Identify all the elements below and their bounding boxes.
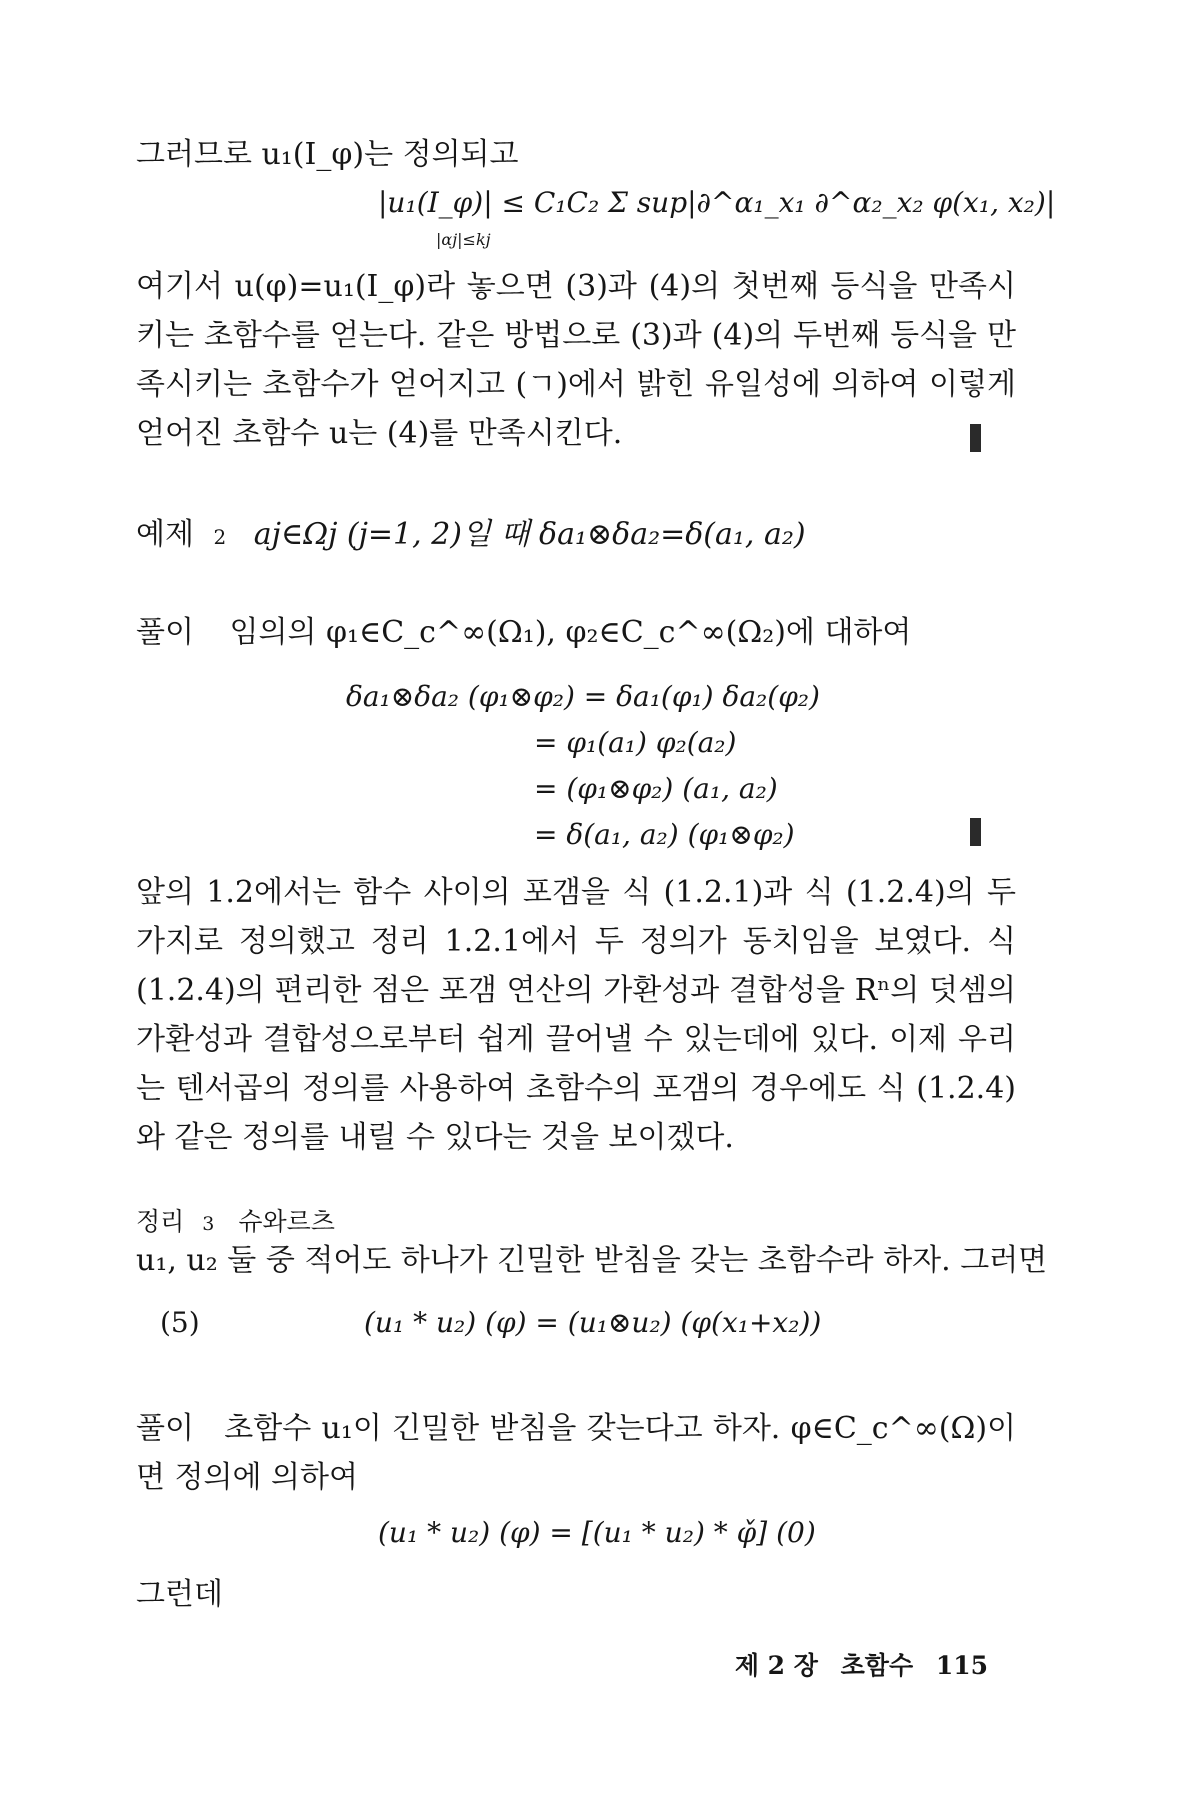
theorem-number: 3 <box>202 1213 215 1235</box>
bound-equation: |u₁(I_φ)| ≤ C₁C₂ Σ sup|∂^α₁_x₁ ∂^α₂_x₂ φ(x₁, x₂)| <box>378 186 1056 219</box>
example-eq-line-2: = φ₁(a₁) φ₂(a₂) <box>534 726 737 759</box>
theorem-label: 정리 <box>136 1207 185 1236</box>
example-number: 2 <box>213 525 227 549</box>
theorem-solution-text: 초함수 u₁이 긴밀한 받침을 갖는다고 하자. φ∈C_c^∞(Ω)이면 정의에 의하여 <box>136 1411 1016 1495</box>
page-number: 115 <box>935 1651 988 1680</box>
example-eq-line-1: δa₁⊗δa₂ (φ₁⊗φ₂) = δa₁(φ₁) δa₂(φ₂) <box>346 680 820 713</box>
paragraph-convolution: 앞의 1.2에서는 함수 사이의 포갬을 식 (1.2.1)과 식 (1.2.4)의 두 가지로 정의했고 정리 1.2.1에서 두 정의가 동치임을 보였다. 식 (1.2.4)의 편리한 점은 포갬 연산의 가환성과 결합성을 Rⁿ의 덧셈의 가환성과 결합성으로부터 쉽게 끌어낼 수 있는데에 있다. 이제 우리는 텐서곱의 정의를 사용하여 초함수의 포갬의 경우에도 식 (1.2.4)와 같은 정의를 내릴 수 있다는 것을 보이겠다. <box>136 875 1016 1155</box>
theorem-heading <box>136 1202 1016 1238</box>
intro-line: 그러므로 u₁(I_φ)는 정의되고 <box>136 137 519 172</box>
solution-text: 임의의 φ₁∈C_c^∞(Ω₁), φ₂∈C_c^∞(Ω₂)에 대하여 <box>229 615 912 650</box>
bound-equation-subscript: |αj|≤kj <box>436 230 491 249</box>
footer-chapter: 제 2 장 <box>734 1651 818 1680</box>
theorem-solution <box>136 1404 1016 1502</box>
trailing-line: 그런데 <box>136 1577 223 1612</box>
theorem-statement: u₁, u₂ 둘 중 적어도 하나가 긴밀한 받침을 갖는 초함수라 하자. 그러면 <box>136 1243 1048 1278</box>
example-heading <box>136 517 1016 552</box>
example-eq-line-3: = (φ₁⊗φ₂) (a₁, a₂) <box>534 772 778 805</box>
theorem-solution-label: 풀이 <box>136 1411 194 1446</box>
footer-chapter-title: 초함수 <box>840 1651 914 1680</box>
paragraph-construction: 여기서 u(φ)=u₁(I_φ)라 놓으면 (3)과 (4)의 첫번째 등식을 만족시키는 초함수를 얻는다. 같은 방법으로 (3)과 (4)의 두번째 등식을 만족시키는 초함수가 얻어지고 (ㄱ)에서 밝힌 유일성에 의하여 이렇게 얻어진 초함수 u는 (4)를 만족시킨다. <box>136 269 1016 451</box>
example-eq-line-4: = δ(a₁, a₂) (φ₁⊗φ₂) <box>534 818 795 851</box>
qed-mark <box>970 424 981 452</box>
example-solution-intro <box>136 615 1016 650</box>
example-statement: aj∈Ωj (j=1, 2)일 때 δa₁⊗δa₂=δ(a₁, a₂) <box>253 517 806 552</box>
page-footer <box>735 1646 988 1682</box>
theorem-name: 슈와르츠 <box>238 1207 335 1236</box>
solution-equation: (u₁ * u₂) (φ) = [(u₁ * u₂) * φ̌] (0) <box>378 1516 816 1549</box>
qed-mark <box>970 818 981 846</box>
solution-label: 풀이 <box>136 615 194 650</box>
theorem-equation-number: (5) <box>160 1306 200 1339</box>
example-label: 예제 <box>136 517 194 552</box>
theorem-equation: (u₁ * u₂) (φ) = (u₁⊗u₂) (φ(x₁+x₂)) <box>364 1306 822 1339</box>
